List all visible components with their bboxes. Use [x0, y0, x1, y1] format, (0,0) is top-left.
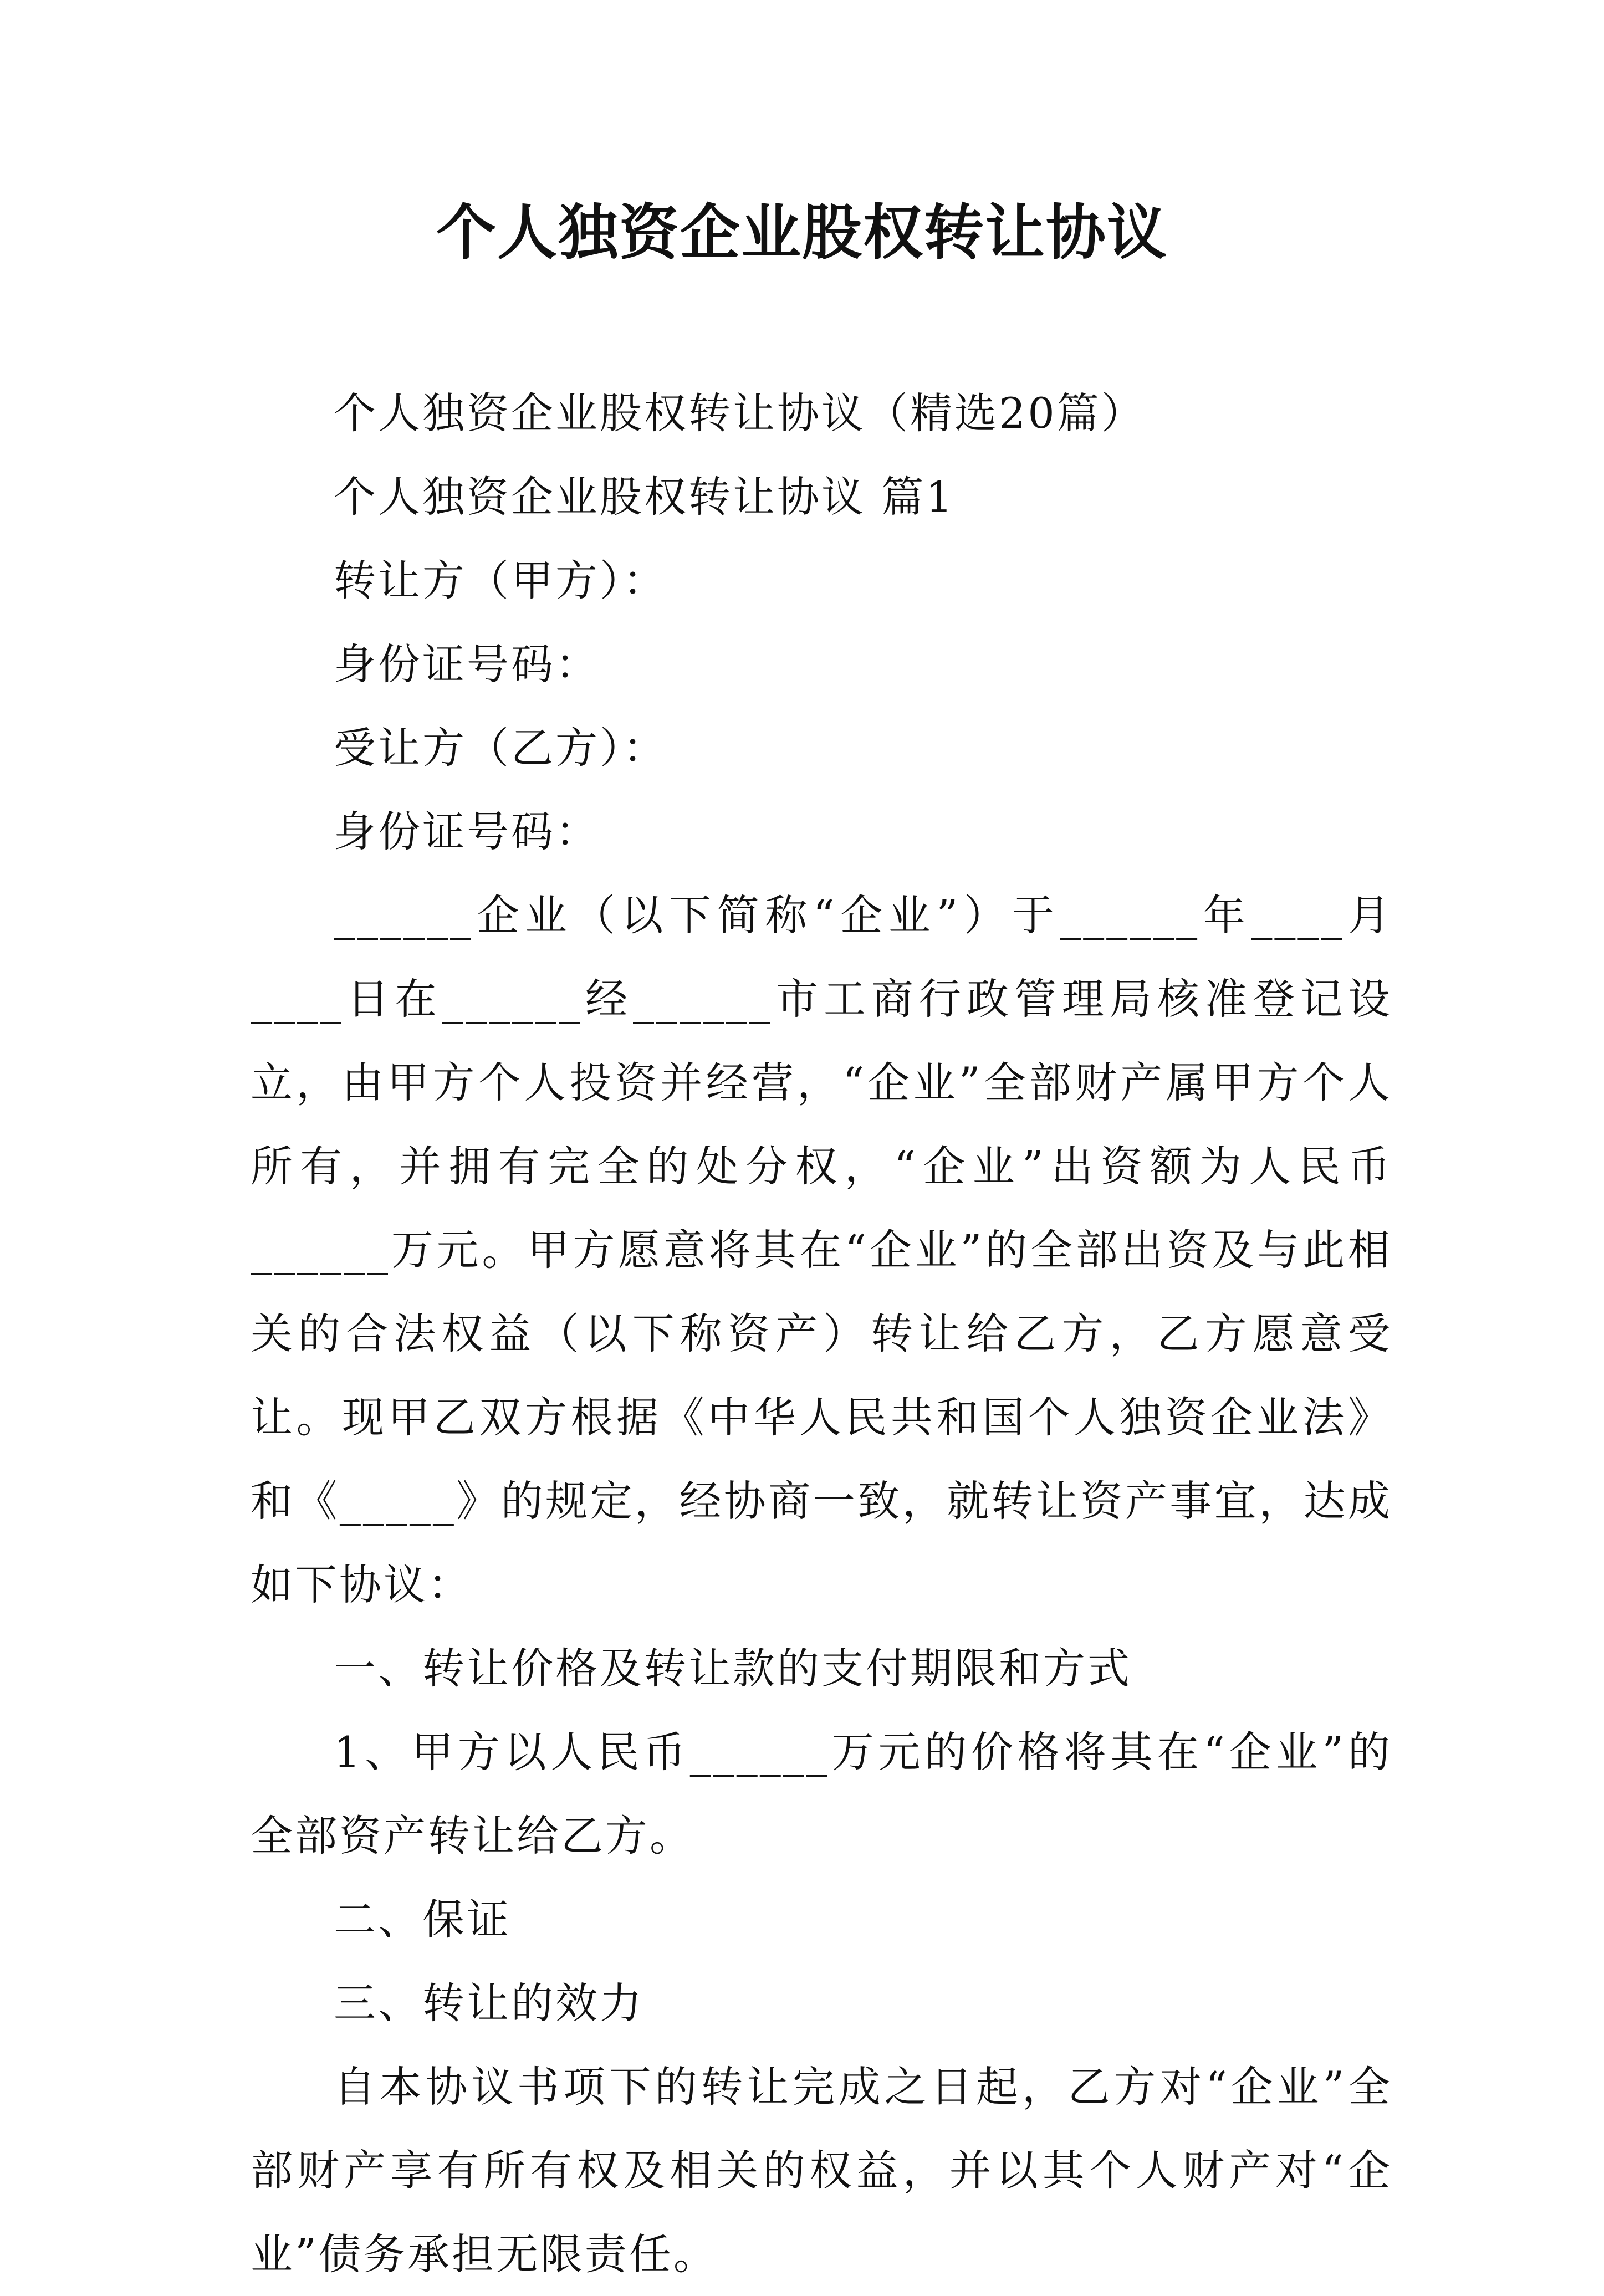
section-heading-guarantee: 二、保证 [334, 1895, 511, 1944]
transferee-line: 受让方（乙方）： [334, 723, 667, 773]
article-heading: 个人独资企业股权转让协议 篇1 [334, 472, 955, 521]
clause-effect: 自本协议书项下的转让完成之日起，乙方对“企业”全部财产享有所有权及相关的权益，并以其个人财产对“企业”债务承担无限责任。 [251, 2062, 1392, 2279]
transferor-line: 转让方（甲方）： [334, 556, 667, 605]
transferee-id-line: 身份证号码： [334, 807, 600, 856]
document-subtitle: 个人独资企业股权转让协议（精选20篇） [334, 388, 1146, 438]
document-body [251, 371, 1392, 2296]
preamble-paragraph: ______企业（以下简称“企业”）于______年____月____日在______经______市工商行政管理局核准登记设立，由甲方个人投资并经营，“企业”全部财产属甲方个人所有，并拥有完全的处分权，“企业”出资额为人民币______万元。甲方愿意将其在“企业”的全部出资及与此相关的合法权益（以下称资产）转让给乙方，乙方愿意受让。现甲乙双方根据《中华人民共和国个人独资企业法》和《_____》的规定，经协商一致，就转让资产事宜，达成如下协议： [251, 891, 1392, 1609]
clause-price: 1、甲方以人民币______万元的价格将其在“企业”的全部资产转让给乙方。 [251, 1727, 1392, 1860]
transferor-id-line: 身份证号码： [334, 640, 600, 689]
section-heading-effect: 三、转让的效力 [334, 1978, 644, 2028]
section-heading-price: 一、转让价格及转让款的支付期限和方式 [334, 1644, 1132, 1693]
document-title: 个人独资企业股权转让协议 [436, 198, 1168, 268]
